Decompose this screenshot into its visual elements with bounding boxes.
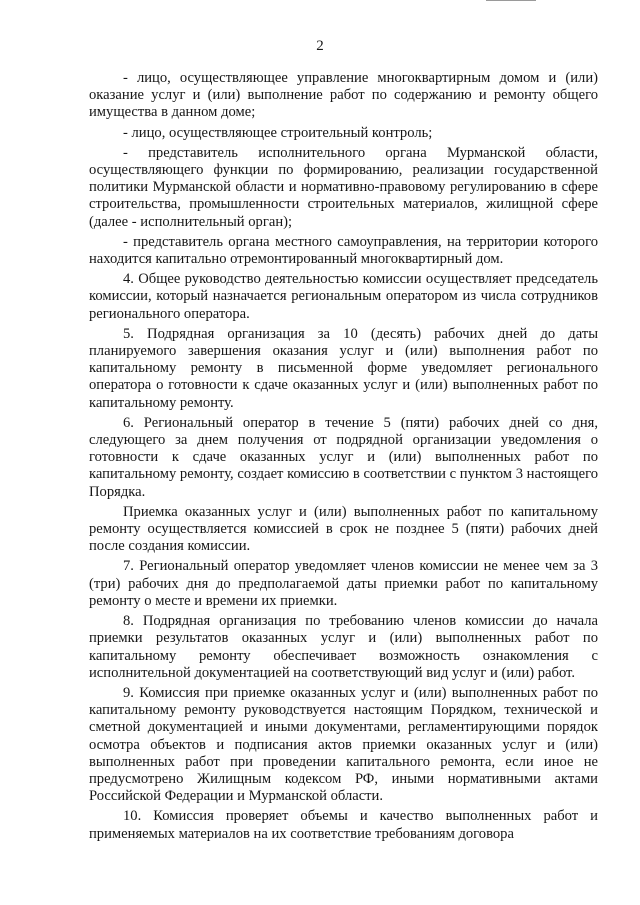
paragraph-construction-control: - лицо, осуществляющее строительный контроль; [123, 124, 433, 141]
paragraph-local-government-rep: - представитель органа местного самоуправления, на территории которого находится капитально отремонтированный многоквартирный дом. [89, 233, 598, 268]
paragraph-management-entity: - лицо, осуществляющее управление многоквартирным домом и (или) оказание услуг и (или) выполнение работ по содержанию и ремонту общего имущества в данном доме; [89, 70, 598, 121]
paragraph-item-6: 6. Региональный оператор в течение 5 (пяти) рабочих дней со дня, следующего за днем получения от подрядной организации уведомления о готовности к сдаче оказанных услуг и (или) выполненных работ по капитальному ремонту, создает комиссию в соответствии с пунктом 3 настоящего Порядка. [89, 414, 598, 500]
paragraph-item-4: 4. Общее руководство деятельностью комиссии осуществляет председатель комиссии, который назначается региональным оператором из числа сотрудников регионального оператора. [89, 271, 598, 322]
paragraph-item-10: 10. Комиссия проверяет объемы и качество выполненных работ и применяемых материалов на их соответствие требованиям договора [89, 808, 598, 842]
paragraph-item-5: 5. Подрядная организация за 10 (десять) рабочих дней до даты планируемого завершения оказания услуг и (или) выполнения работ по капитальному ремонту в письменной форме уведомляет регионального оператора о готовности к сдаче оказанных услуг и (или) выполненных работ по капитальному ремонту. [89, 325, 598, 411]
page-number: 2 [316, 38, 324, 54]
document-body [89, 70, 598, 846]
paragraph-item-7: 7. Региональный оператор уведомляет членов комиссии не менее чем за 3 (три) рабочих дня до предполагаемой даты приемки работ по капитальному ремонту о месте и времени их приемки. [89, 558, 598, 609]
paragraph-executive-body-rep: - представитель исполнительного органа Мурманской области, осуществляющего функции по формированию, реализации государственной политики Мурманской области и нормативно-правовому регулированию в сфере строительства, промышленности строительных материалов, жилищной сфере (далее - исполнительный орган); [89, 144, 598, 230]
scan-edge-mark [486, 0, 536, 1]
paragraph-item-8: 8. Подрядная организация по требованию членов комиссии до начала приемки результатов оказанных услуг и (или) выполненных работ по капитальному ремонту обеспечивает возможность ознакомления с исполнительной документацией на соответствующий вид услуг и (или) работ. [89, 613, 598, 681]
paragraph-item-6-acceptance-term: Приемка оказанных услуг и (или) выполненных работ по капитальному ремонту осуществляется комиссией в срок не позднее 5 (пяти) рабочих дней после создания комиссии. [89, 503, 598, 555]
paragraph-item-9: 9. Комиссия при приемке оказанных услуг и (или) выполненных работ по капитальному ремонту руководствуется настоящим Порядком, технической и сметной документацией и иными документами, регламентирующими порядок осмотра объектов и подписания актов приемки оказанных услуг и (или) выполненных работ при проведении капитального ремонта, если иное не предусмотрено Жилищным кодексом РФ, иными нормативными актами Российской Федерации и Мурманской области. [89, 684, 598, 805]
